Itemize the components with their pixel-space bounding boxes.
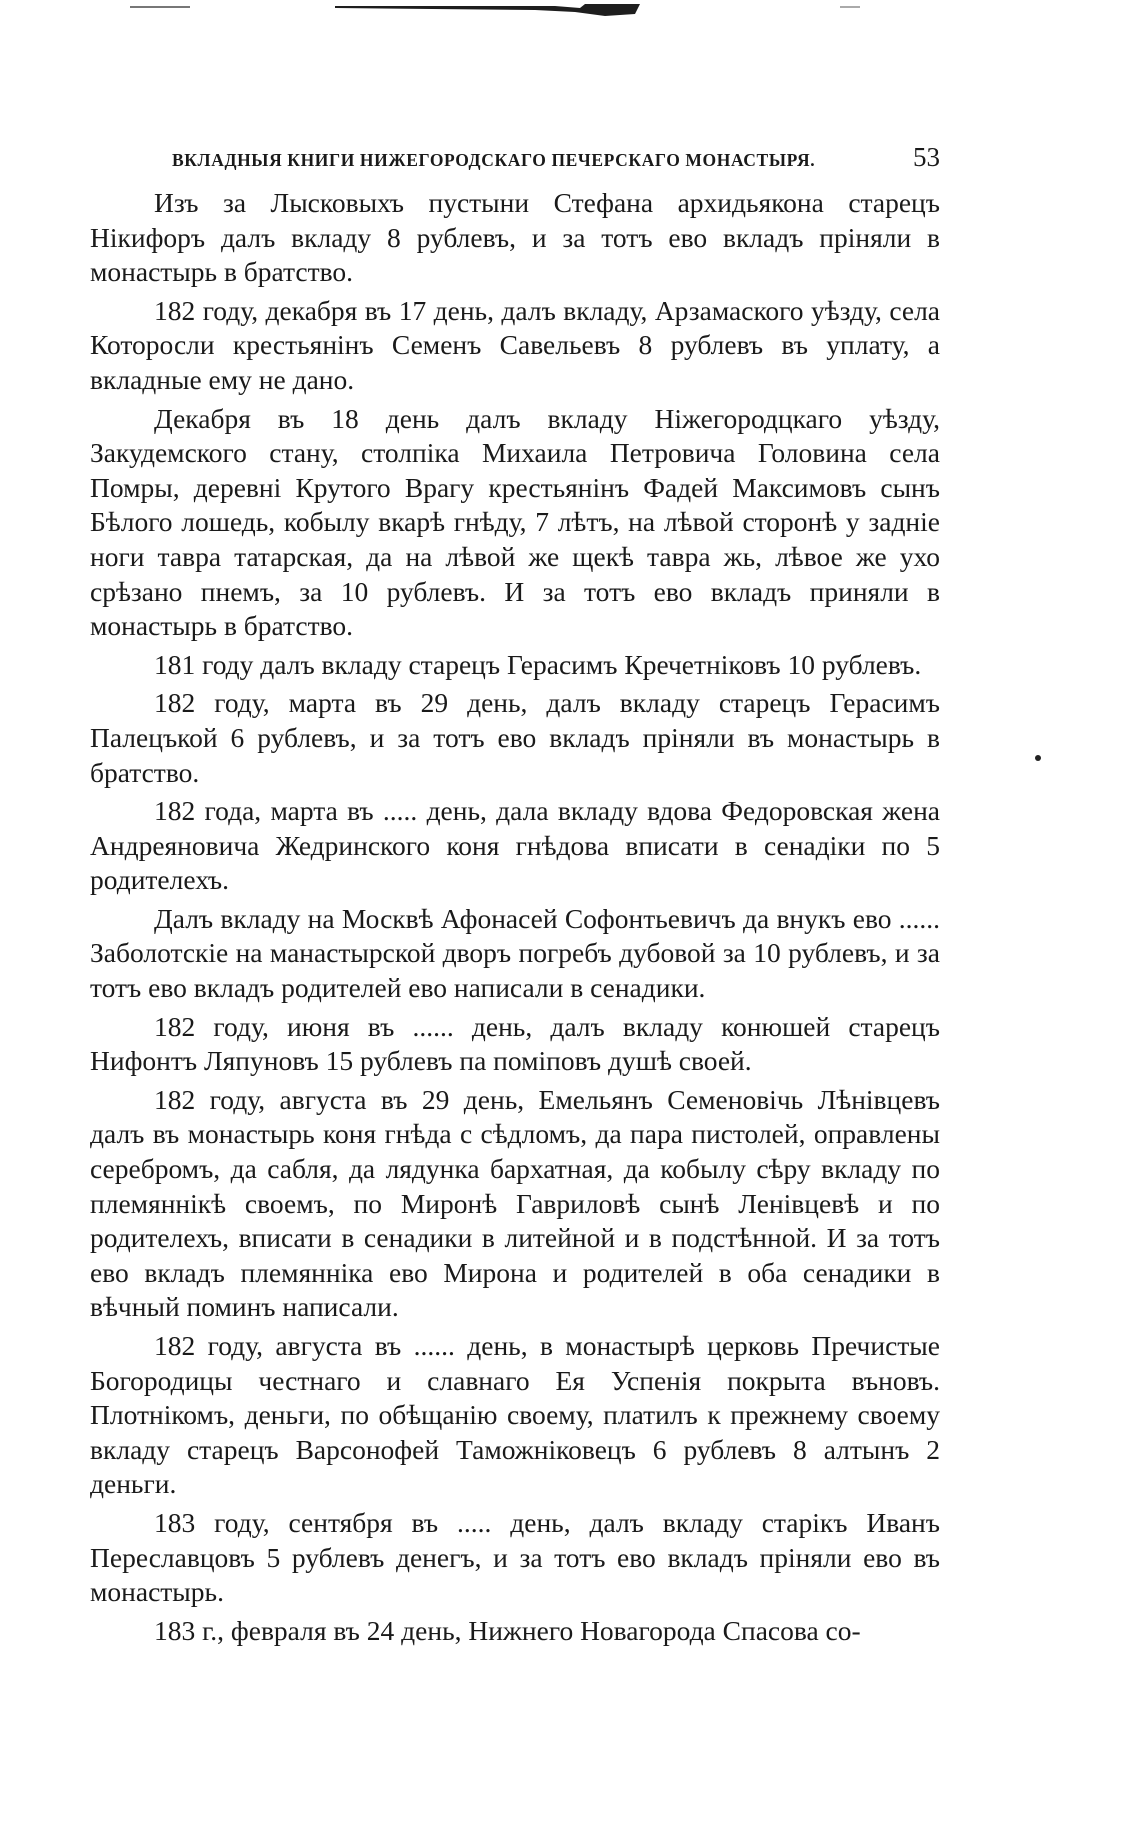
paragraph: 182 году, августа въ 29 день, Емельянъ Семеновічь Лѣнівцевъ далъ въ монастырь коня гнѣда с сѣдломъ, да пара пистолей, оправлены серебромъ, да сабля, да лядунка бархатная, да кобылу сѣру вкладу по племяннікѣ своемъ, по Миронѣ Гавриловѣ сынѣ Ленівцевѣ и по родителехъ, вписати в сенадики в литейной и в подстѣнной. И за тотъ ево вкладъ племянніка ево Мирона и родителей в оба сенадики в вѣчный поминъ написали.: [90, 1083, 940, 1323]
top-edge-rule: [130, 6, 190, 8]
paragraph: 182 году, декабря въ 17 день, далъ вкладу, Арзамаского уѣзду, села Которосли крестьянінъ Семенъ Савельевъ 8 рублевъ въ уплату, а вкладные ему не дано.: [90, 294, 940, 395]
paragraph: Декабря въ 18 день далъ вкладу Ніжегородцкаго уѣзду, Закудемского стану, столпіка Михаила Петровича Головина села Помры, деревні Крутого Врагу крестьянінъ Фадей Максимовъ сынъ Бѣлого лошедь, кобылу вкарѣ гнѣду, 7 лѣтъ, на лѣвой сторонѣ у задніе ноги тавра татарская, да на лѣвой же щекѣ тавра жь, лѣвое же ухо срѣзано пнемъ, за 10 рублевъ. И за тотъ ево вкладъ приняли в монастырь в братство.: [90, 402, 940, 642]
paragraph: 182 году, марта въ 29 день, далъ вкладу старецъ Герасимъ Палецъкой 6 рублевъ, и за тотъ ево вкладъ пріняли въ монастырь в братство.: [90, 687, 940, 788]
running-title: ВКЛАДНЫЯ КНИГИ НИЖЕГОРОДСКАГО ПЕЧЕРСКАГО МОНАСТЫРЯ.: [172, 150, 816, 170]
paragraph: Далъ вкладу на Москвѣ Афонасей Софонтьевичъ да внукъ ево ...... Заболотскіе на манастырской дворъ погребъ дубовой за 10 рублевъ, и за тотъ ево вкладъ родителей ево написали в сенадики.: [90, 902, 940, 1004]
page-edge-blot: [335, 2, 645, 16]
paragraph: 182 году, июня въ ...... день, далъ вкладу конюшей старецъ Нифонтъ Ляпуновъ 15 рублевъ па поміповъ душѣ своей.: [90, 1010, 940, 1077]
page-number: 53: [913, 142, 940, 172]
paragraph: 183 г., февраля въ 24 день, Нижнего Новагорода Спасова со-: [154, 1614, 861, 1646]
paragraph: 182 году, августа въ ...... день, в монастырѣ церковь Пречистые Богородицы честнаго и славнаго Ея Успенія покрыта въновъ. Плотнікомъ, деньги, по обѣщанію своему, платилъ к прежнему своему вкладу старецъ Варсонофей Таможніковецъ 6 рублевъ 8 алтынъ 2 деньги.: [90, 1330, 940, 1500]
paragraph: 183 году, сентября въ ..... день, далъ вкладу старікъ Иванъ Переславцовъ 5 рублевъ денегъ, и за тотъ ево вкладъ пріняли ево въ монастырь.: [90, 1506, 940, 1608]
body-text: [90, 186, 940, 1652]
paragraph: Изъ за Лысковыхъ пустыни Стефана архидьякона старецъ Нікифоръ далъ вкладу 8 рублевъ, и за тотъ ево вкладъ пріняли в монастырь в братство.: [90, 187, 940, 288]
margin-dot: [1035, 755, 1041, 761]
page-header: [90, 140, 940, 180]
paragraph: 182 года, марта въ ..... день, дала вкладу вдова Федоровская жена Андреяновича Жедринского коня гнѣдова вписати в сенадіки по 5 родителехъ.: [90, 795, 940, 896]
paragraph: 181 году далъ вкладу старецъ Герасимъ Кречетніковъ 10 рублевъ.: [154, 648, 922, 680]
top-edge-rule-right: [840, 6, 860, 8]
